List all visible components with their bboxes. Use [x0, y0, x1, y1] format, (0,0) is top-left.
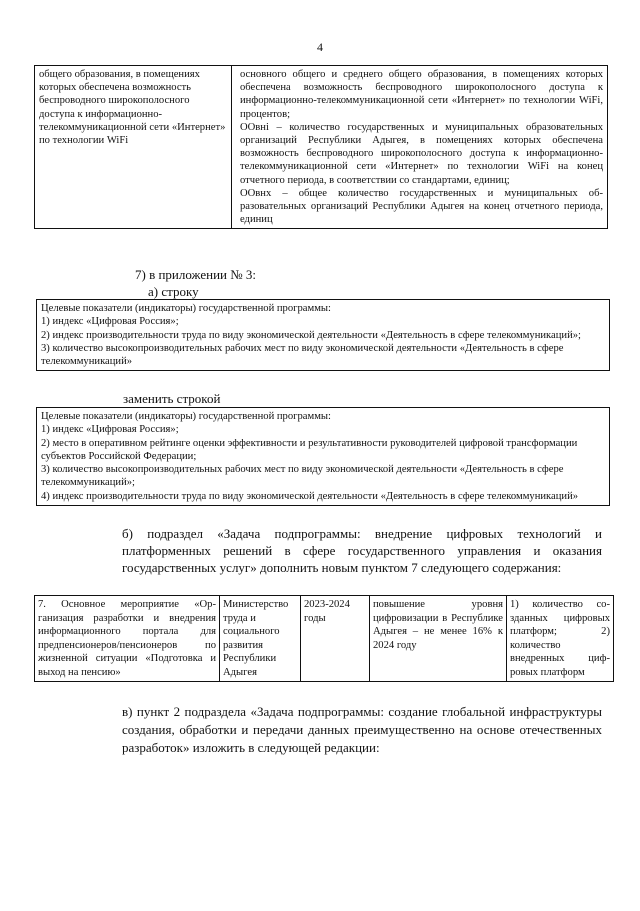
- box-line: 4) индекс производительности труда по виду экономической деятельности «Деятельность в сфере телекоммуникаций»: [41, 490, 579, 502]
- right-cell-line: ООвнх – общее количество государственных и муниципальных образовательных организаций Республики Адыгея на конец отчетного периода, единиц: [240, 187, 603, 226]
- measure-indicators-cell: 1) количество созданных цифровых платформ; 2) количество внедренных цифровых платформ: [507, 596, 614, 682]
- box-line: 1) индекс «Цифровая Россия»;: [41, 424, 179, 436]
- top-table: [34, 65, 608, 229]
- paragraph-v: в) пункт 2 подраздела «Задача подпрограммы: создание глобальной инфраструктуры создания, обработки и передачи данных преимущественно на основе отечественных разработок» изложить в следующей редакции:: [122, 704, 602, 755]
- measure-period-cell: 2023-2024 годы: [301, 596, 370, 682]
- new-indicators-box: [36, 407, 610, 506]
- box-line: 2) место в оперативном рейтинге оценки эффективности и результативности руководителей цифровой трансформации субъектов Российской Федерации;: [41, 437, 578, 462]
- old-indicators-box: [36, 299, 610, 371]
- top-table-left-cell: общего образования, в помещениях которых обеспечена возможность беспроводного широкополосного доступа к информационно-телекоммуникационной сети «Интернет» по технологии WiFi: [35, 66, 232, 229]
- measure-table: [34, 595, 614, 682]
- box-line: Целевые показатели (индикаторы) государственной программы:: [41, 303, 331, 314]
- measure-event-cell: 7. Основное мероприятие «Организация разработки и внедрения информационного портала для предпенсионеров/пенсионеров по жизненной ситуации «Подготовка и выход на пенсию»: [35, 596, 220, 682]
- page-number: 4: [317, 40, 323, 54]
- measure-executor-cell: Министерство труда и социального развития Республики Адыгея: [220, 596, 301, 682]
- box-line: Целевые показатели (индикаторы) государственной программы:: [41, 411, 331, 422]
- box-line: 3) количество высокопроизводительных рабочих мест по виду экономической деятельности «Деятельность в сфере телекоммуникаций»: [41, 342, 564, 368]
- top-table-right-cell: [232, 66, 608, 229]
- box-line: 3) количество высокопроизводительных рабочих мест по виду экономической деятельности «Деятельность в сфере телекоммуникаций»;: [41, 464, 564, 489]
- heading-replace: заменить строкой: [123, 391, 221, 406]
- right-cell-line: основного общего и среднего общего образования, в помещениях которых обеспечена возможность беспроводного широкополосного доступа к информационно-телекоммуникационной сети «Интернет» по технологии WiFi, процентов;: [240, 69, 603, 120]
- measure-result-cell: повышение уровня цифровизации в Республике Адыгея – не менее 16% к 2024 году: [370, 596, 507, 682]
- box-line: 2) индекс производительности труда по виду экономической деятельности «Деятельность в сфере телекоммуникаций»;: [41, 329, 581, 341]
- paragraph-b: б) подраздел «Задача подпрограммы: внедрение цифровых технологий и платформенных решений в сфере государственного управления и оказания государственных услуг» дополнить новым пунктом 7 следующего содержания:: [122, 526, 602, 575]
- heading-appendix-3: 7) в приложении № 3:: [135, 267, 257, 282]
- right-cell-line: ООвні – количество государственных и муниципальных образовательных организаций Республики Адыгея, в помещениях которых обеспечена возможность беспроводного широкополосного доступа к информационно-телекоммуникационной сети «Интернет» по технологии WiFi на конец отчетного периода, в соответствии со стандартами, единиц;: [240, 121, 603, 186]
- box-line: 1) индекс «Цифровая Россия»;: [41, 316, 179, 328]
- heading-row-a: а) строку: [148, 284, 199, 299]
